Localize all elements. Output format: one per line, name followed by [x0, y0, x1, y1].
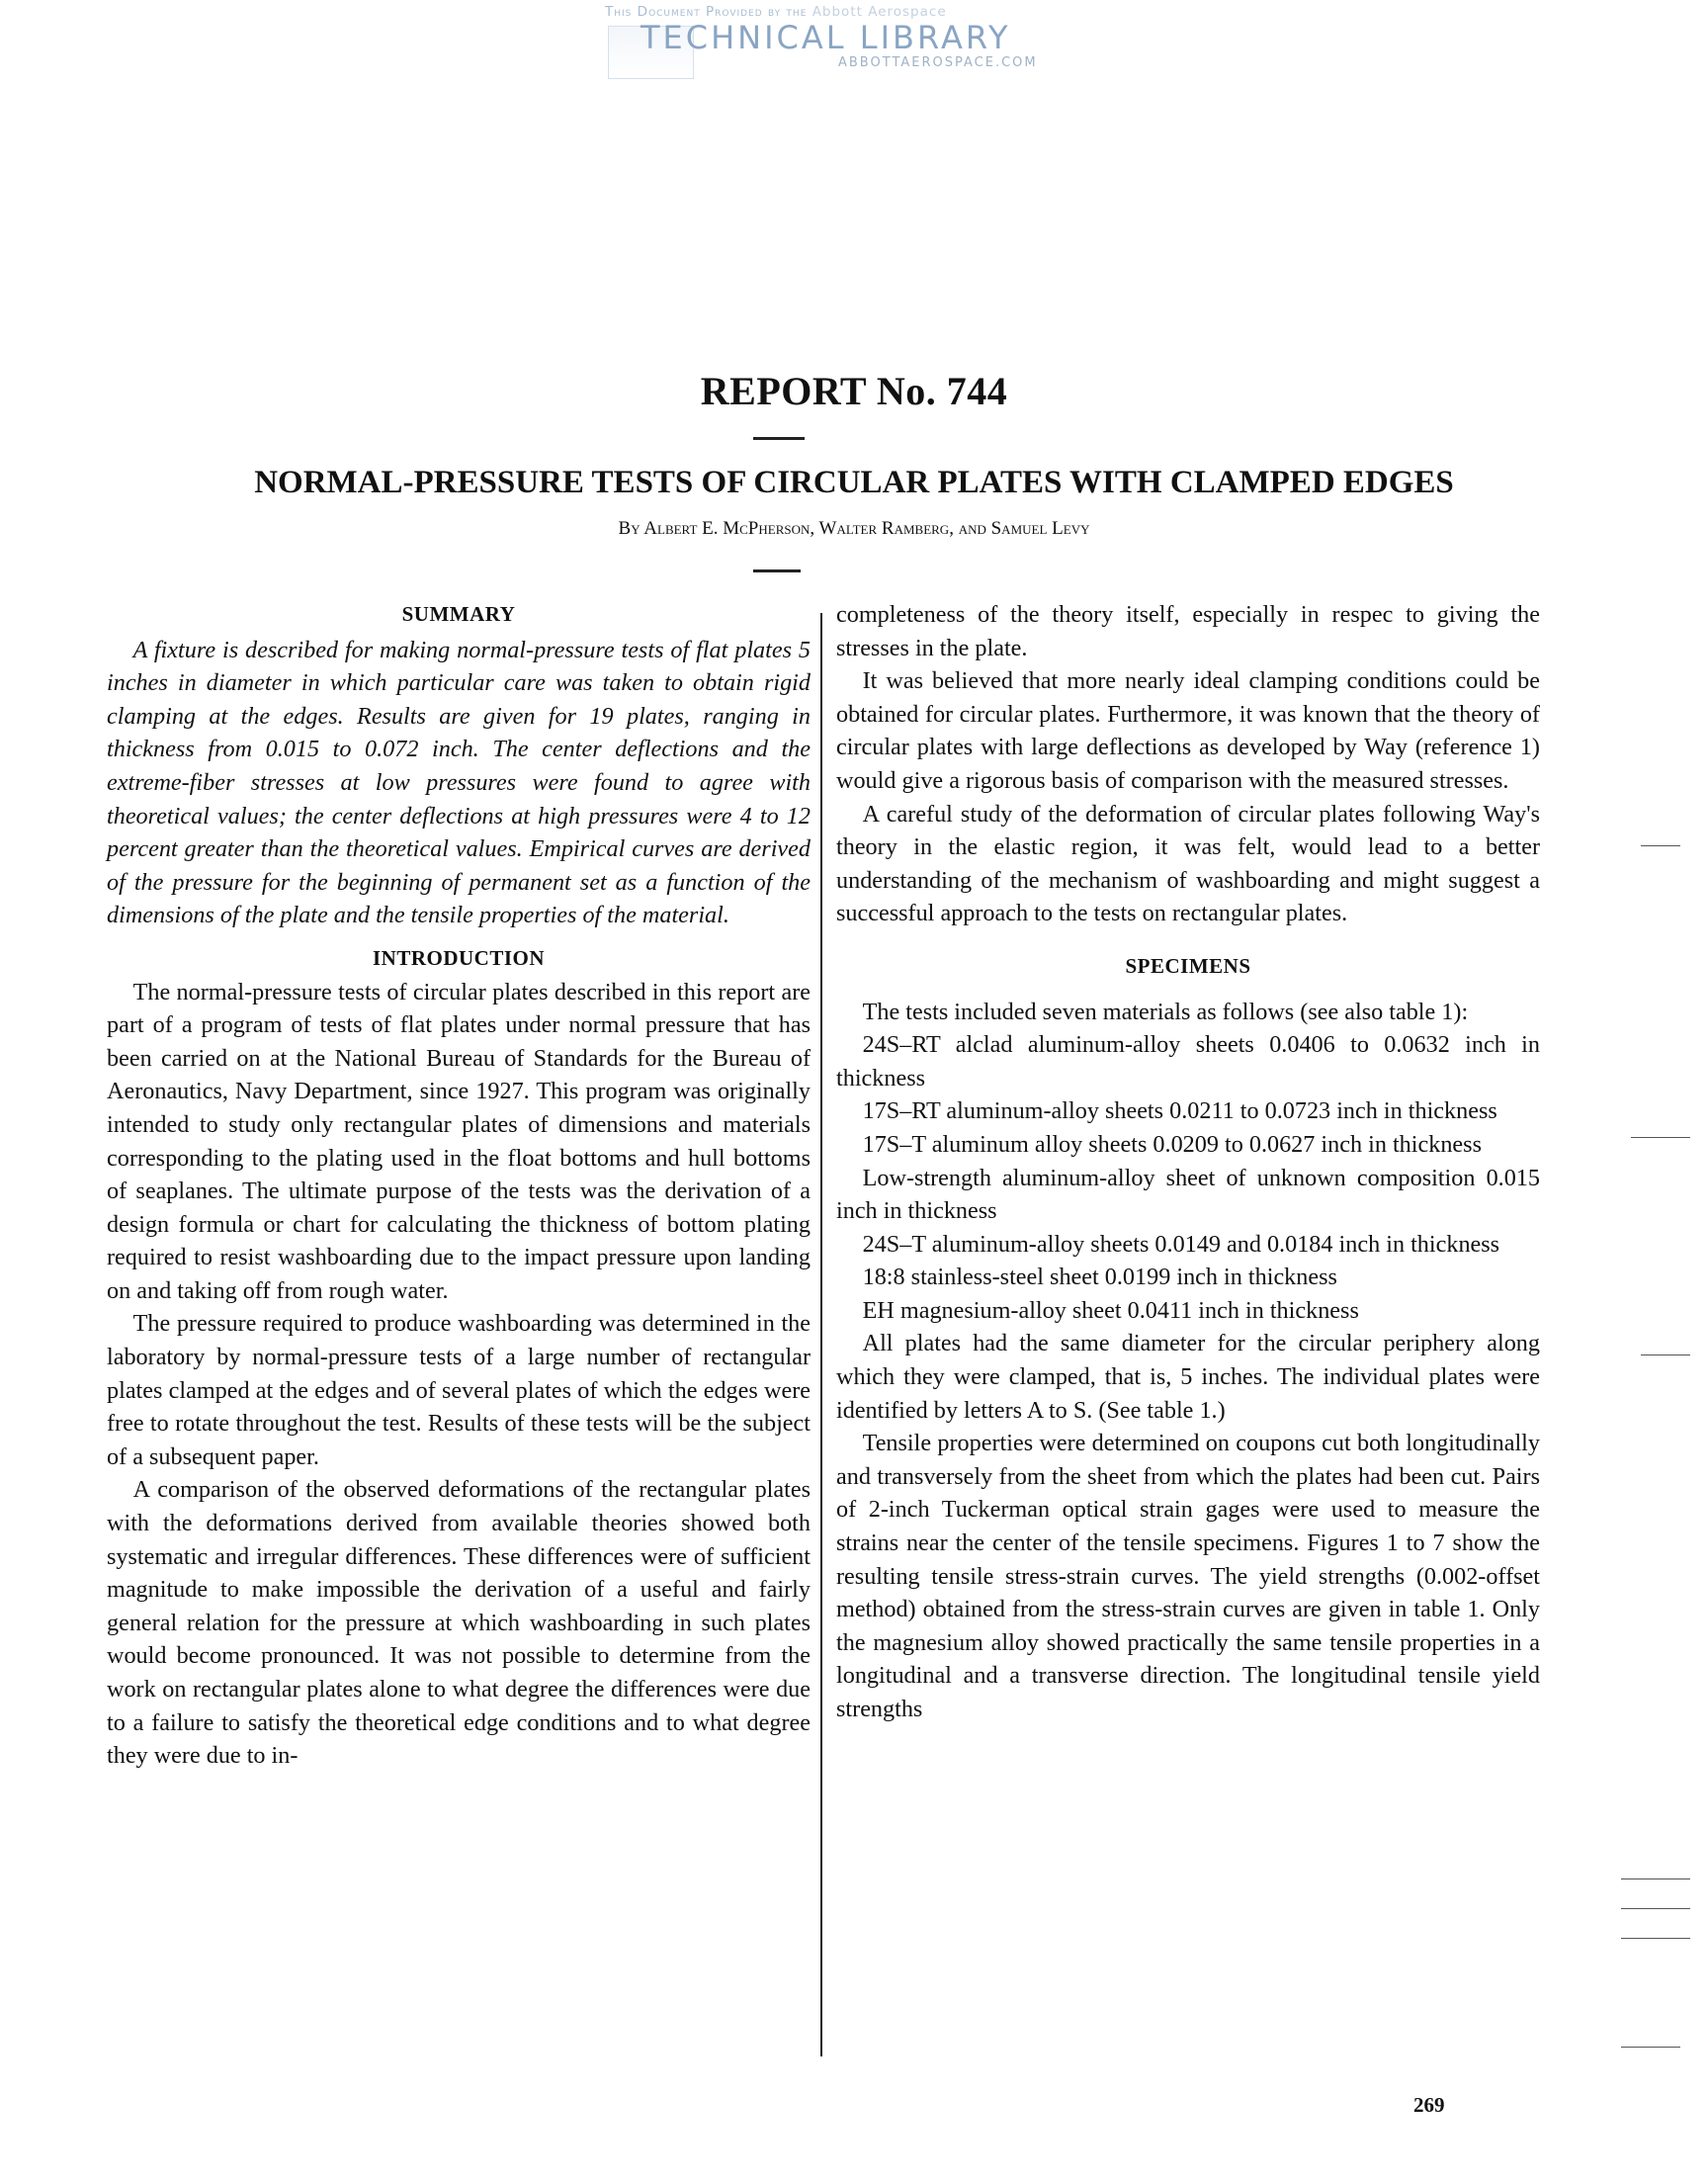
introduction-heading: INTRODUCTION: [372, 945, 546, 970]
report-number: REPORT No. 744: [700, 369, 1008, 413]
material-item: 24S–T aluminum-alloy sheets 0.0149 and 0.0184 inch in thickness: [862, 1230, 1500, 1258]
column-divider: [820, 613, 822, 2056]
watermark-provided-by: [605, 4, 1119, 20]
material-item: 17S–RT aluminum-alloy sheets 0.0211 to 0.0723 inch in thickness: [862, 1097, 1497, 1125]
specimens-intro: The tests included seven materials as follows (see also table 1):: [862, 998, 1469, 1025]
scan-artifact: [1631, 1137, 1690, 1138]
intro-paragraph: The normal-pressure tests of circular plates described in this report are part of a program of tests of flat plates under normal pressure that has been carried on at the National Bureau of Standards for the Bureau of Aeronautics, Navy Department, since 1927. This program was originally intended to study only rectangular plates of dimensions and materials corresponding to the plating used in the float bottoms and hull bottoms of seaplanes. The ultimate purpose of the tests was the derivation of a design formula or chart for calculating the thickness of bottom plating required to resist washboarding due to the impact pressure upon landing on and taking off from rough water.: [107, 978, 811, 1304]
byline-rule: [753, 569, 801, 572]
material-item: 17S–T aluminum alloy sheets 0.0209 to 0.0627 inch in thickness: [862, 1130, 1482, 1158]
specimens-heading: SPECIMENS: [1125, 953, 1251, 978]
intro-paragraph: It was believed that more nearly ideal clamping conditions could be obtained for circular plates. Furthermore, it was known that the theory of circular plates with large deflections as developed by Way (reference 1) would give a rigorous basis of comparison with the measured stresses.: [836, 667, 1540, 794]
watermark-provided-by-text: This Document Provided by the: [605, 4, 808, 20]
scan-artifact: [1621, 1938, 1690, 1939]
author-byline: By Albert E. McPherson, Walter Ramberg, and Samuel Levy: [618, 518, 1090, 539]
scan-artifact: [1621, 1908, 1690, 1909]
watermark-brand: Abbott Aerospace: [811, 4, 947, 20]
scan-artifact: [1641, 1354, 1690, 1355]
left-column: [107, 598, 811, 1773]
specimens-paragraph: Tensile properties were determined on coupons cut both longitudinally and transversely from the sheet from which the plates had been cut. Pairs of 2-inch Tuckerman optical strain gages were used to measure the strains near the center of the tensile specimens. Figures 1 to 7 show the resulting tensile stress-strain curves. The yield strengths (0.002-offset method) obtained from the stress-strain curves are given in table 1. Only the magnesium alloy showed practically the same tensile properties in a longitudinal and a transverse direction. The longitudinal tensile yield strengths: [836, 1430, 1540, 1722]
specimens-paragraph: All plates had the same diameter for the circular periphery along which they were clamped, that is, 5 inches. The individual plates were identified by letters A to S. (See table 1.): [836, 1330, 1540, 1424]
scan-artifact: [1621, 2047, 1680, 2048]
intro-continued-paragraph: completeness of the theory itself, especially in respec to giving the stresses in the plate.: [836, 601, 1540, 661]
intro-paragraph: A comparison of the observed deformations of the rectangular plates with the deformations derived from available theories showed both systematic and irregular differences. These differences were of sufficient magnitude to make impossible the derivation of a useful and fairly general relation for the pressure at which washboarding in such plates would become pronounced. It was not possible to determine from the work on rectangular plates alone to what degree the differences were due to a failure to satisfy the theoretical edge conditions and to what degree they were due to in-: [107, 1476, 811, 1770]
page-number: 269: [1413, 2093, 1445, 2117]
watermark-technical-library: TECHNICAL LIBRARY: [640, 19, 1011, 56]
title-rule: [753, 437, 805, 440]
material-item: Low-strength aluminum-alloy sheet of unknown composition 0.015 inch in thickness: [836, 1164, 1540, 1225]
right-column: [836, 598, 1540, 1726]
summary-text: A fixture is described for making normal-pressure tests of flat plates 5 inches in diameter in which particular care was taken to obtain rigid clamping at the edges. Results are given for 19 plates, ranging in thickness from 0.015 to 0.072 inch. The center deflections and the extreme-fiber stresses at low pressures were found to agree with theoretical values; the center deflections at high pressures were 4 to 12 percent greater than the theoretical values. Empirical curves are derived of the pressure for the beginning of permanent set as a function of the dimensions of the plate and the tensile properties of the material.: [107, 636, 811, 929]
material-item: 24S–RT alclad aluminum-alloy sheets 0.0406 to 0.0632 inch in thickness: [836, 1031, 1540, 1092]
material-item: EH magnesium-alloy sheet 0.0411 inch in thickness: [862, 1296, 1359, 1324]
scan-artifact: [1621, 1878, 1690, 1879]
scan-artifact: [1641, 845, 1680, 846]
intro-paragraph: The pressure required to produce washboarding was determined in the laboratory by normal-pressure tests of a large number of rectangular plates clamped at the edges and of several plates of which the edges were free to rotate throughout the test. Results of these tests will be the subject of a subsequent paper.: [107, 1310, 811, 1470]
material-item: 18:8 stainless-steel sheet 0.0199 inch in thickness: [862, 1264, 1337, 1291]
watermark-url: ABBOTTAEROSPACE.COM: [838, 55, 1038, 70]
summary-heading: SUMMARY: [401, 602, 516, 626]
intro-paragraph: A careful study of the deformation of circular plates following Way's theory in the elastic region, it was felt, would lead to a better understanding of the mechanism of washboarding and might suggest a successful approach to the tests on rectangular plates.: [836, 800, 1540, 927]
paper-title: NORMAL-PRESSURE TESTS OF CIRCULAR PLATES WITH CLAMPED EDGES: [254, 465, 1454, 500]
